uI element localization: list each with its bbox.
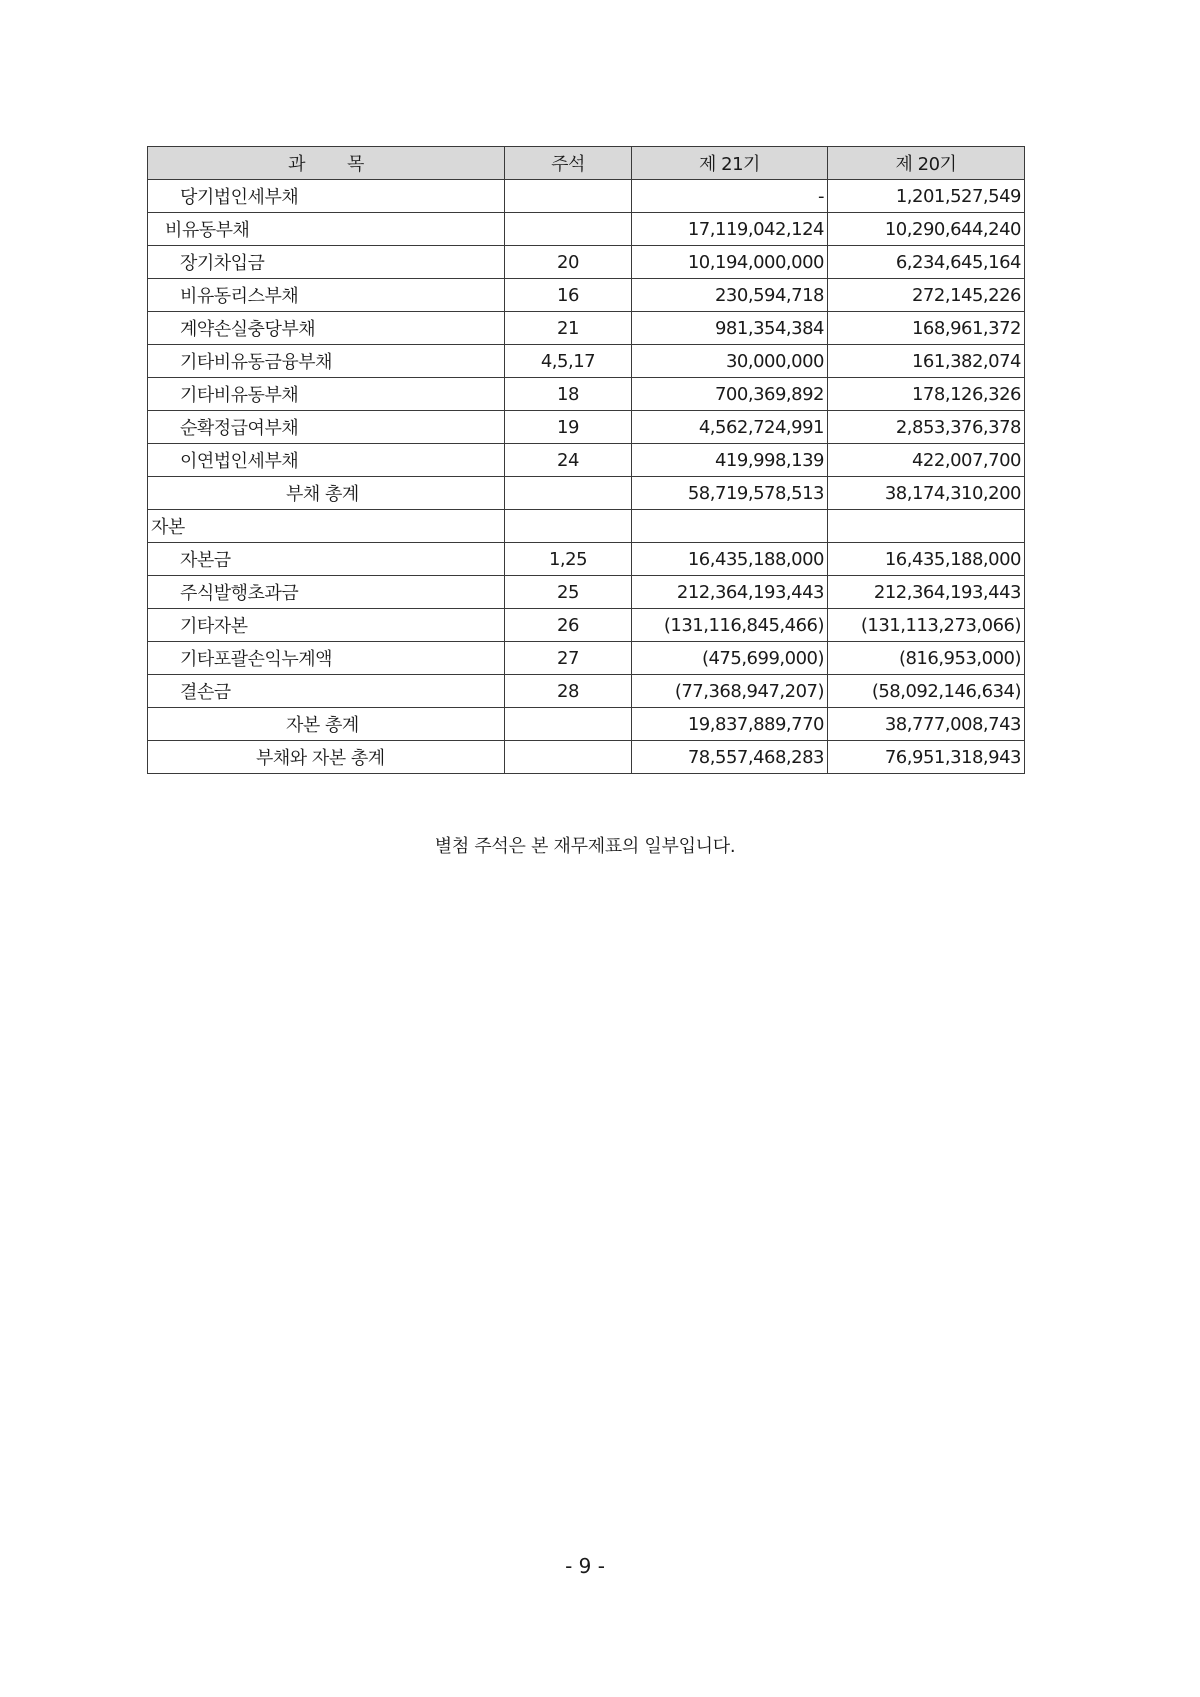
current-amount: (475,699,000) bbox=[632, 642, 828, 675]
current-amount: 419,998,139 bbox=[632, 444, 828, 477]
table-header bbox=[148, 147, 1025, 180]
table-row bbox=[148, 444, 1025, 477]
current-amount: 78,557,468,283 bbox=[632, 741, 828, 774]
current-amount: - bbox=[632, 180, 828, 213]
current-amount bbox=[632, 510, 828, 543]
note-ref: 28 bbox=[505, 675, 632, 708]
table-row-equity-total bbox=[148, 708, 1025, 741]
page-number: - 9 - bbox=[565, 1554, 605, 1578]
table-row bbox=[148, 213, 1025, 246]
account-label: 기타포괄손익누계액 bbox=[148, 642, 505, 675]
current-amount: 700,369,892 bbox=[632, 378, 828, 411]
note-ref bbox=[505, 213, 632, 246]
account-label: 주식발행초과금 bbox=[148, 576, 505, 609]
previous-amount: 76,951,318,943 bbox=[828, 741, 1025, 774]
account-label: 자본 총계 bbox=[148, 708, 505, 741]
current-amount: 58,719,578,513 bbox=[632, 477, 828, 510]
account-label: 자본 bbox=[148, 510, 505, 543]
footnote: 별첨 주석은 본 재무제표의 일부입니다. bbox=[434, 836, 736, 857]
table-row bbox=[148, 543, 1025, 576]
previous-amount: 161,382,074 bbox=[828, 345, 1025, 378]
header-account-char1: 과 bbox=[288, 154, 305, 175]
table-row bbox=[148, 345, 1025, 378]
current-amount: 4,562,724,991 bbox=[632, 411, 828, 444]
note-ref bbox=[505, 477, 632, 510]
current-amount: (77,368,947,207) bbox=[632, 675, 828, 708]
previous-amount bbox=[828, 510, 1025, 543]
previous-amount: 272,145,226 bbox=[828, 279, 1025, 312]
note-ref: 4,5,17 bbox=[505, 345, 632, 378]
table-row bbox=[148, 246, 1025, 279]
account-label: 부채와 자본 총계 bbox=[148, 741, 505, 774]
note-ref bbox=[505, 708, 632, 741]
previous-amount: (58,092,146,634) bbox=[828, 675, 1025, 708]
table-row-grand-total bbox=[148, 741, 1025, 774]
current-amount: 981,354,384 bbox=[632, 312, 828, 345]
note-ref: 18 bbox=[505, 378, 632, 411]
previous-amount: 38,777,008,743 bbox=[828, 708, 1025, 741]
header-note: 주석 bbox=[505, 147, 632, 180]
current-amount: 17,119,042,124 bbox=[632, 213, 828, 246]
current-amount: 10,194,000,000 bbox=[632, 246, 828, 279]
table-row bbox=[148, 642, 1025, 675]
previous-amount: (131,113,273,066) bbox=[828, 609, 1025, 642]
table-row bbox=[148, 609, 1025, 642]
table-row bbox=[148, 180, 1025, 213]
current-amount: 230,594,718 bbox=[632, 279, 828, 312]
account-label: 기타비유동부채 bbox=[148, 378, 505, 411]
current-amount: 212,364,193,443 bbox=[632, 576, 828, 609]
note-ref: 19 bbox=[505, 411, 632, 444]
current-amount: 16,435,188,000 bbox=[632, 543, 828, 576]
table-row bbox=[148, 576, 1025, 609]
note-ref: 20 bbox=[505, 246, 632, 279]
current-amount: 30,000,000 bbox=[632, 345, 828, 378]
account-label: 이연법인세부채 bbox=[148, 444, 505, 477]
table-row-liabilities-total bbox=[148, 477, 1025, 510]
header-account-char2: 목 bbox=[347, 154, 364, 175]
note-ref: 1,25 bbox=[505, 543, 632, 576]
header-row bbox=[148, 147, 1025, 180]
account-label: 비유동부채 bbox=[148, 213, 505, 246]
note-ref: 27 bbox=[505, 642, 632, 675]
current-amount: (131,116,845,466) bbox=[632, 609, 828, 642]
account-label: 결손금 bbox=[148, 675, 505, 708]
note-ref: 25 bbox=[505, 576, 632, 609]
note-ref: 16 bbox=[505, 279, 632, 312]
table-row bbox=[148, 378, 1025, 411]
table-row bbox=[148, 411, 1025, 444]
account-label: 자본금 bbox=[148, 543, 505, 576]
previous-amount: 10,290,644,240 bbox=[828, 213, 1025, 246]
note-ref bbox=[505, 180, 632, 213]
header-current-period: 제 21기 bbox=[632, 147, 828, 180]
note-ref: 26 bbox=[505, 609, 632, 642]
current-amount: 19,837,889,770 bbox=[632, 708, 828, 741]
note-ref: 24 bbox=[505, 444, 632, 477]
table-row bbox=[148, 312, 1025, 345]
account-label: 부채 총계 bbox=[148, 477, 505, 510]
header-account bbox=[148, 147, 505, 180]
table-row-equity-section bbox=[148, 510, 1025, 543]
account-label: 기타비유동금융부채 bbox=[148, 345, 505, 378]
table-row bbox=[148, 279, 1025, 312]
previous-amount: 1,201,527,549 bbox=[828, 180, 1025, 213]
note-ref bbox=[505, 741, 632, 774]
balance-sheet-table bbox=[147, 146, 1025, 774]
previous-amount: 212,364,193,443 bbox=[828, 576, 1025, 609]
note-ref bbox=[505, 510, 632, 543]
header-previous-period: 제 20기 bbox=[828, 147, 1025, 180]
previous-amount: 178,126,326 bbox=[828, 378, 1025, 411]
account-label: 계약손실충당부채 bbox=[148, 312, 505, 345]
previous-amount: 6,234,645,164 bbox=[828, 246, 1025, 279]
table-row bbox=[148, 675, 1025, 708]
account-label: 장기차입금 bbox=[148, 246, 505, 279]
account-label: 기타자본 bbox=[148, 609, 505, 642]
note-ref: 21 bbox=[505, 312, 632, 345]
previous-amount: 38,174,310,200 bbox=[828, 477, 1025, 510]
table-body bbox=[148, 180, 1025, 774]
account-label: 당기법인세부채 bbox=[148, 180, 505, 213]
account-label: 순확정급여부채 bbox=[148, 411, 505, 444]
previous-amount: 2,853,376,378 bbox=[828, 411, 1025, 444]
previous-amount: 16,435,188,000 bbox=[828, 543, 1025, 576]
previous-amount: (816,953,000) bbox=[828, 642, 1025, 675]
account-label: 비유동리스부채 bbox=[148, 279, 505, 312]
previous-amount: 168,961,372 bbox=[828, 312, 1025, 345]
previous-amount: 422,007,700 bbox=[828, 444, 1025, 477]
